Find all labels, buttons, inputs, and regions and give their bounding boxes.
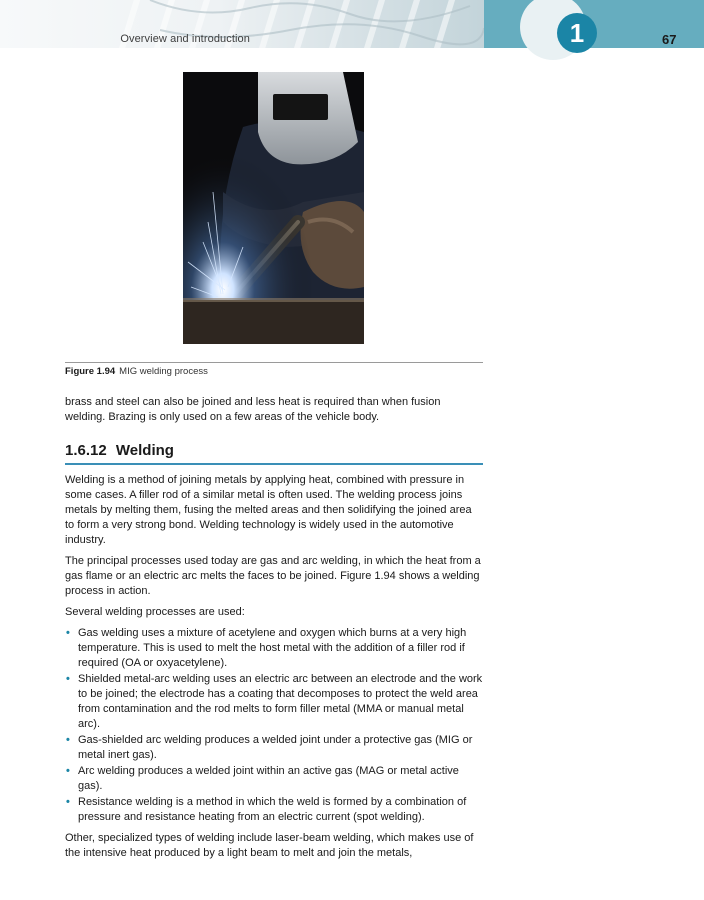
paragraph: The principal processes used today are gas and arc welding, in which the heat from a gas flame or an electric arc melts the faces to be joined. Figure 1.94 shows a welding process in action. (65, 555, 481, 597)
chapter-number-badge: 1 (557, 13, 597, 53)
welding-process-list (65, 626, 483, 825)
section-title: Welding (115, 442, 174, 459)
list-item: • Gas welding uses a mixture of acetylene and oxygen which burns at a very high temperature. This is used to melt the host metal with the addition of a filler rod if required (OA or oxyacetylene). (66, 627, 467, 669)
bullet-icon: • (66, 734, 70, 746)
figure-caption-text: MIG welding process (119, 366, 208, 377)
list-item: • Resistance welding is a method in which the weld is formed by a combination of pressure and resistance heating from an electric current (spot welding). (66, 796, 467, 823)
list-item: • Shielded metal-arc welding uses an electric arc between an electrode and the work to be joined; the electrode has a coating that decomposes to protect the weld area from contamination and the rod melts to form filler metal (MMA or manual metal arc). (66, 673, 483, 730)
figure-label: Figure 1.94 (65, 366, 116, 377)
bullet-icon: • (66, 673, 70, 685)
running-header-title: Overview and introduction (120, 33, 250, 45)
section-heading (65, 441, 483, 465)
figure-caption (65, 366, 208, 377)
paragraph: Several welding processes are used: (65, 606, 245, 618)
bullet-icon: • (66, 765, 70, 777)
welder-photo (183, 72, 364, 344)
header-band (0, 0, 484, 48)
bullet-icon: • (66, 627, 70, 639)
list-item: • Gas-shielded arc welding produces a welded joint under a protective gas (MIG or metal inert gas). (66, 734, 473, 761)
bullet-icon: • (66, 796, 70, 808)
caption-rule (65, 362, 483, 363)
intro-paragraph: brass and steel can also be joined and less heat is required than when fusion welding. Brazing is only used on a few areas of the vehicle body. (65, 396, 441, 423)
section-number: 1.6.12 (65, 442, 107, 459)
body-text (65, 395, 483, 867)
list-item: • Arc welding produces a welded joint within an active gas (MAG or metal active gas). (66, 765, 459, 792)
page-number: 67 (662, 32, 677, 47)
paragraph: Welding is a method of joining metals by applying heat, combined with pressure in some cases. A filler rod of a similar metal is often used. The welding process joins metals by melting them, fusing the melted areas and then solidifying the joined area to form a very strong bond. Welding technology is widely used in the automotive industry. (65, 474, 472, 546)
closing-paragraph: Other, specialized types of welding include laser-beam welding, which makes use of the intensive heat produced by a light beam to melt and join the metals, (65, 832, 474, 859)
